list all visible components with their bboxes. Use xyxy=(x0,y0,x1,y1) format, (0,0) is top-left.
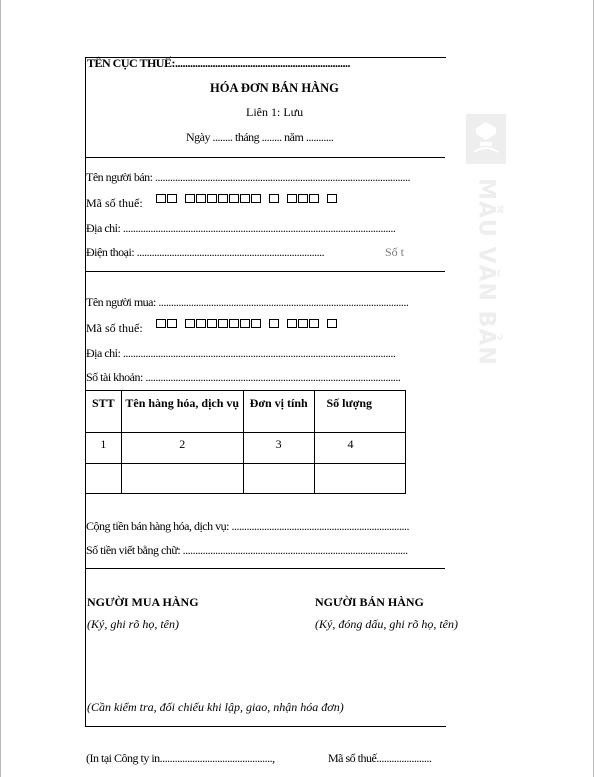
buyer-signature-title: NGƯỜI MUA HÀNG xyxy=(87,595,199,609)
seller-tax-label: Mã số thuế: xyxy=(86,196,143,210)
table-index-cell: 2 xyxy=(121,433,243,464)
buyer-signature-note: (Ký, ghi rõ họ, tên) xyxy=(87,617,179,631)
watermark xyxy=(466,114,506,374)
printer-tax-field: Mã số thuế...................... xyxy=(328,751,432,765)
table-cell xyxy=(314,464,406,494)
table-header-cell: Tên hàng hóa, dịch vụ xyxy=(121,391,243,433)
seller-name-field: Tên người bán: ...................................................................................................... xyxy=(86,170,410,184)
header-divider xyxy=(85,157,445,158)
total-amount-field: Cộng tiền bán hàng hóa, dịch vụ: ....................................................................... xyxy=(86,519,409,533)
seller-signature-note: (Ký, đóng dấu, ghi rõ họ, tên) xyxy=(315,617,458,631)
seller-divider xyxy=(85,271,445,272)
copy-label: Liên 1: Lưu xyxy=(246,105,304,119)
watermark-text: MẪU VĂN BẢN xyxy=(473,178,499,366)
table-cell xyxy=(243,464,314,494)
table-header-row xyxy=(86,391,406,433)
goods-table xyxy=(85,390,406,494)
seller-address-field: Địa chỉ: ............................................................................................................. xyxy=(86,221,396,235)
table-header-cell: Số lượng xyxy=(314,391,406,433)
buyer-address-field: Địa chỉ: ............................................................................................................. xyxy=(86,346,396,360)
table-index-row xyxy=(86,433,406,464)
buyer-name-field: Tên người mua: .................................................................................................... xyxy=(86,295,409,309)
agency-label: TÊN CỤC THUẾ:...................................................................... xyxy=(87,56,350,70)
seller-signature-title: NGƯỜI BÁN HÀNG xyxy=(315,595,424,609)
table-cell xyxy=(86,464,122,494)
seller-phone-field: Điện thoại: ........................................................................... xyxy=(86,245,325,259)
buyer-account-field: Số tài khoản: ...................................................................................................... xyxy=(86,370,401,384)
seller-tax-boxes xyxy=(156,194,338,203)
buyer-tax-label: Mã số thuế: xyxy=(86,321,143,335)
table-index-cell: 1 xyxy=(86,433,122,464)
date-line: Ngày ........ tháng ........ năm ........... xyxy=(186,130,334,144)
watermark-logo-icon xyxy=(466,114,506,164)
verification-note: (Cần kiểm tra, đối chiếu khi lập, giao, nhận hóa đơn) xyxy=(87,700,344,714)
buyer-tax-boxes xyxy=(156,319,338,328)
table-index-cell: 3 xyxy=(243,433,314,464)
totals-divider xyxy=(85,568,445,569)
table-header-cell: Đơn vị tính xyxy=(243,391,314,433)
table-header-cell: STT xyxy=(86,391,122,433)
table-cell xyxy=(121,464,243,494)
invoice-title: HÓA ĐƠN BÁN HÀNG xyxy=(210,81,339,95)
seller-account-label: Số t xyxy=(385,245,405,259)
table-row xyxy=(86,464,406,494)
table-index-cell: 4 xyxy=(314,433,406,464)
printer-field: (In tại Công ty in............................................., xyxy=(86,751,275,765)
amount-in-words-field: Số tiền viết bằng chữ: .......................................................................................... xyxy=(86,543,408,557)
